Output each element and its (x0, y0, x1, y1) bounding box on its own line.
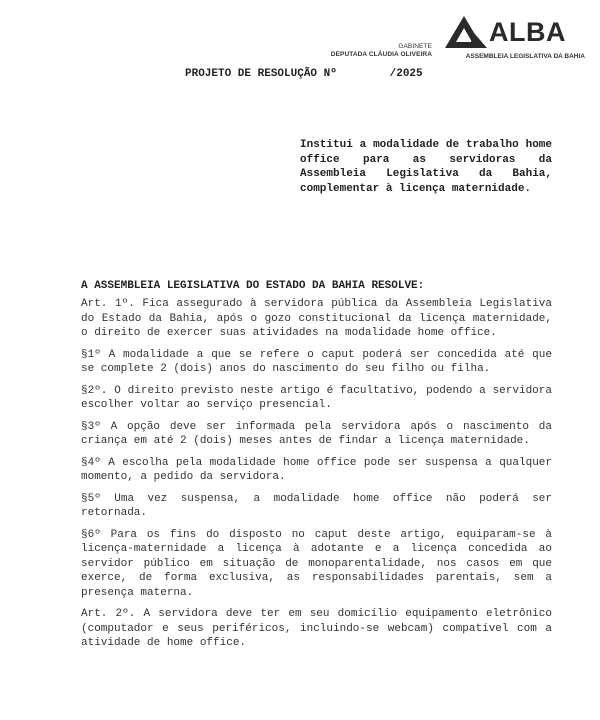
cabinet-label (331, 43, 432, 59)
article-2: Art. 2º. A servidora deve ter em seu domicílio equipamento eletrônico (computador e seus periféricos, incluindo-se webcam) compatível com a atividade de home office. (81, 608, 552, 649)
cabinet-line1: GABINETE (398, 43, 432, 50)
project-title: PROJETO DE RESOLUÇÃO Nº /2025 (185, 68, 423, 80)
logo-wordmark: ALBA (489, 17, 566, 47)
paragraph-5: §5º Uma vez suspensa, a modalidade home office não poderá ser retornada. (81, 492, 552, 519)
alba-logo (445, 16, 585, 62)
paragraph-1: §1º A modalidade a que se refere o caput poderá ser concedida até que se complete 2 (dois) anos do nascimento do seu filho ou filha. (81, 348, 552, 375)
article-1: Art. 1º. Fica assegurado à servidora pública da Assembleia Legislativa do Estado da Bahia, após o gozo constitucional da licença maternidade, o direito de exercer suas atividades na modalidade home office. (81, 298, 552, 339)
letterhead (0, 0, 600, 70)
paragraph-6: §6º Para os fins do disposto no caput deste artigo, equiparam-se à licença-maternidade a licença à adotante e a licença concedida ao servidor público em situação de monoparentalidade, nos casos em que exerce, de forma exclusiva, as responsabilidades parentais, sem a presença materna. (81, 528, 552, 599)
paragraph-2: §2º. O direito previsto neste artigo é facultativo, podendo a servidora escolher voltar ao serviço presencial. (81, 384, 552, 411)
cabinet-line2: DEPUTADA CLÁUDIA OLIVEIRA (330, 51, 432, 58)
logo-subtitle: ASSEMBLEIA LEGISLATIVA DA BAHIA (465, 53, 585, 60)
paragraph-3: §3º A opção deve ser informada pela servidora após o nascimento da criança em até 2 (dois) meses antes de findar a licença maternidade. (81, 420, 552, 447)
articles-body (81, 297, 552, 658)
paragraph-4: §4º A escolha pela modalidade home office pode ser suspensa a qualquer momento, a pedido da servidora. (81, 456, 552, 483)
ementa: Institui a modalidade de trabalho home office para as servidoras da Assembleia Legislativa da Bahia, complementar à licença maternidade. (300, 139, 552, 195)
triangle-logo-icon (445, 16, 487, 50)
resolve-heading: A ASSEMBLEIA LEGISLATIVA DO ESTADO DA BAHIA RESOLVE: (81, 280, 425, 292)
